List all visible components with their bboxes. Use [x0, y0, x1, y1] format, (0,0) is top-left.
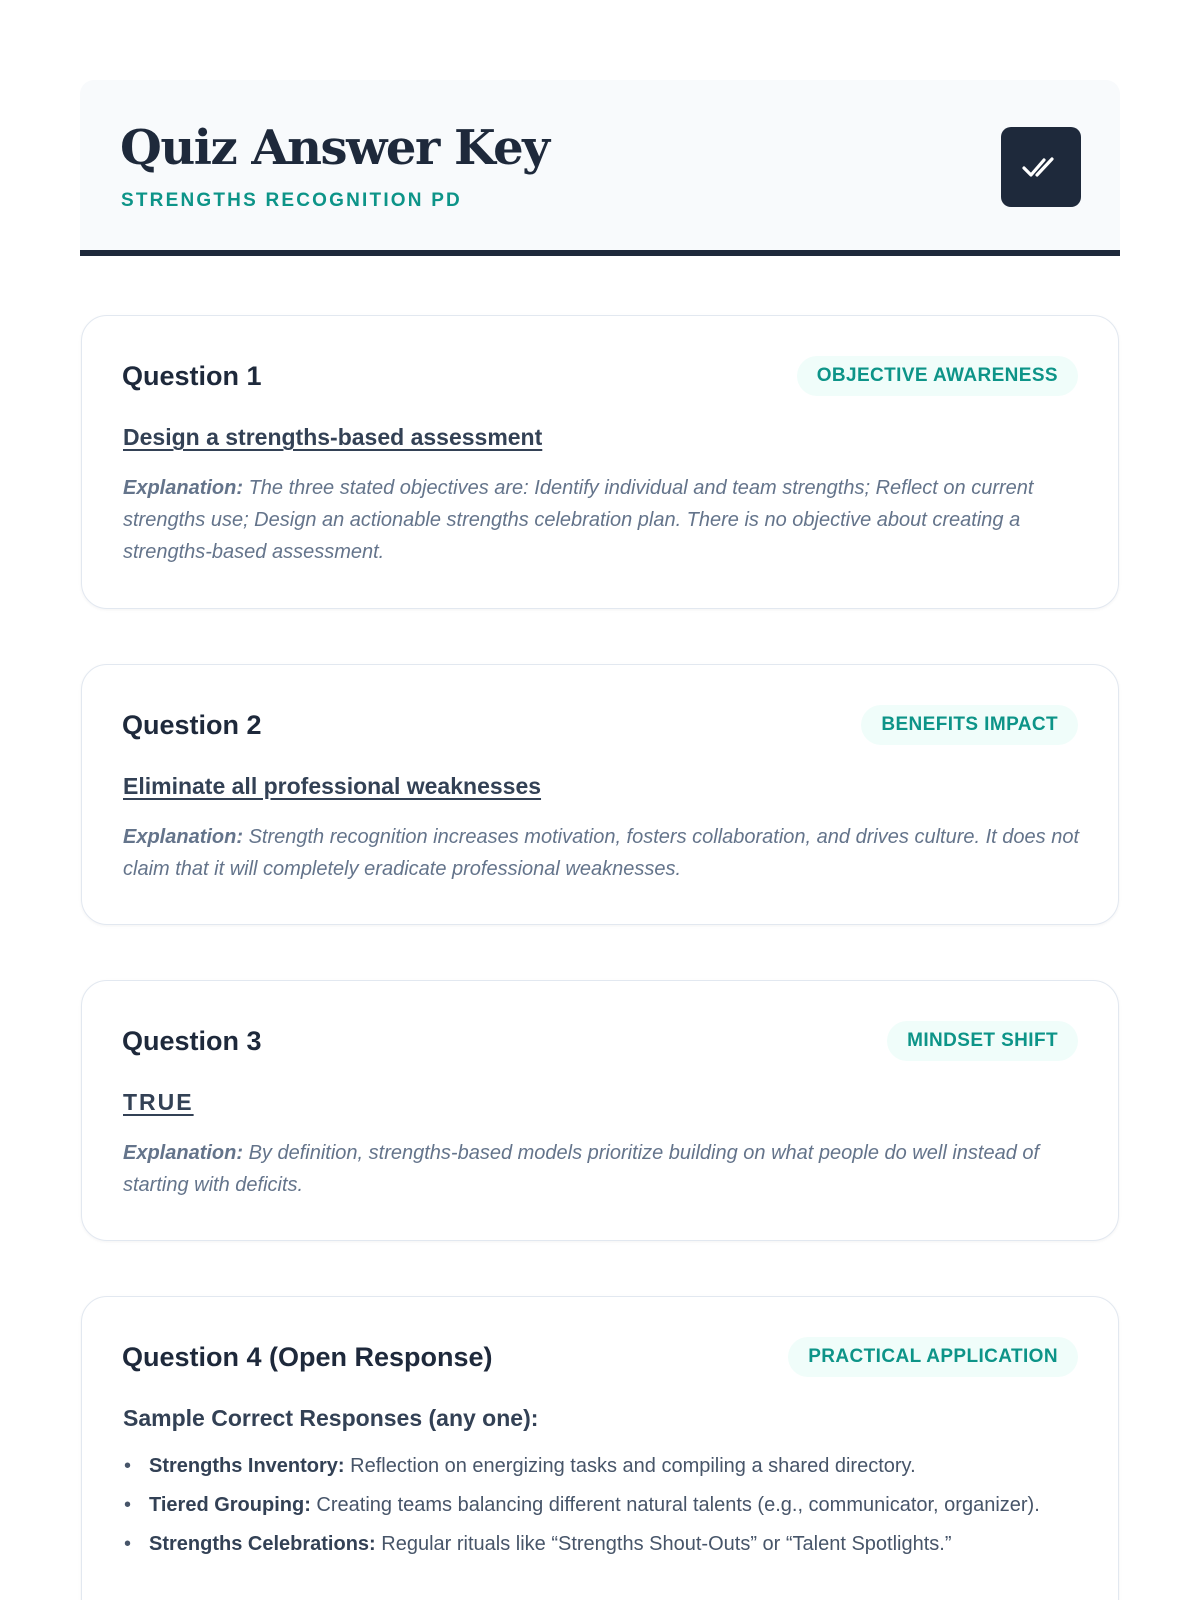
question-title: Question 3	[122, 1026, 262, 1056]
bullet-icon: •	[124, 1494, 132, 1516]
page-subtitle: STRENGTHS RECOGNITION PD	[121, 190, 462, 211]
question-card	[81, 1296, 1119, 1600]
bullet-icon: •	[124, 1455, 132, 1477]
explanation-text	[123, 1137, 1083, 1201]
answer-key-badge	[1001, 127, 1081, 207]
list-item	[123, 1453, 1083, 1480]
category-tag: OBJECTIVE AWARENESS	[797, 356, 1078, 396]
response-text: Reflection on energizing tasks and compiling a shared directory.	[350, 1455, 916, 1477]
list-item	[123, 1531, 1083, 1558]
category-tag: PRACTICAL APPLICATION	[788, 1337, 1078, 1377]
bullet-icon: •	[124, 1533, 132, 1555]
sample-responses-heading: Sample Correct Responses (any one):	[123, 1405, 539, 1431]
question-title: Question 1	[122, 361, 262, 391]
category-tag: MINDSET SHIFT	[887, 1021, 1078, 1061]
page-title: Quiz Answer Key	[120, 120, 549, 176]
explanation-body: By definition, strengths-based models prioritize building on what people do well instead of starting with deficits.	[123, 1142, 1040, 1196]
explanation-text	[123, 821, 1083, 885]
explanation-body: Strength recognition increases motivation, fosters collaboration, and drives culture. It does not claim that it will completely eradicate professional weaknesses.	[123, 826, 1080, 880]
question-title: Question 2	[122, 710, 262, 740]
category-tag: BENEFITS IMPACT	[861, 705, 1078, 745]
response-text: Creating teams balancing different natural talents (e.g., communicator, organizer).	[316, 1494, 1040, 1516]
response-term: Strengths Inventory:	[149, 1455, 345, 1477]
question-card	[81, 315, 1119, 609]
question-card	[81, 980, 1119, 1241]
response-term: Tiered Grouping:	[149, 1494, 311, 1516]
explanation-body: The three stated objectives are: Identify individual and team strengths; Reflect on current strengths use; Design an actionable strengths celebration plan. There is no objective about creating a strengths-based assessment.	[123, 477, 1034, 563]
list-item	[123, 1492, 1083, 1519]
sample-responses-list	[123, 1453, 1083, 1570]
page-header	[80, 80, 1120, 256]
response-term: Strengths Celebrations:	[149, 1533, 376, 1555]
explanation-label: Explanation:	[123, 826, 244, 848]
correct-answer: Design a strengths-based assessment	[123, 424, 543, 450]
correct-answer: Eliminate all professional weaknesses	[123, 773, 542, 799]
explanation-label: Explanation:	[123, 477, 244, 499]
response-text: Regular rituals like “Strengths Shout-Outs” or “Talent Spotlights.”	[381, 1533, 952, 1555]
question-card	[81, 664, 1119, 925]
explanation-text	[123, 472, 1083, 568]
double-check-icon	[1021, 151, 1061, 183]
question-title: Question 4 (Open Response)	[122, 1342, 493, 1372]
correct-answer: TRUE	[123, 1089, 194, 1115]
explanation-label: Explanation:	[123, 1142, 244, 1164]
